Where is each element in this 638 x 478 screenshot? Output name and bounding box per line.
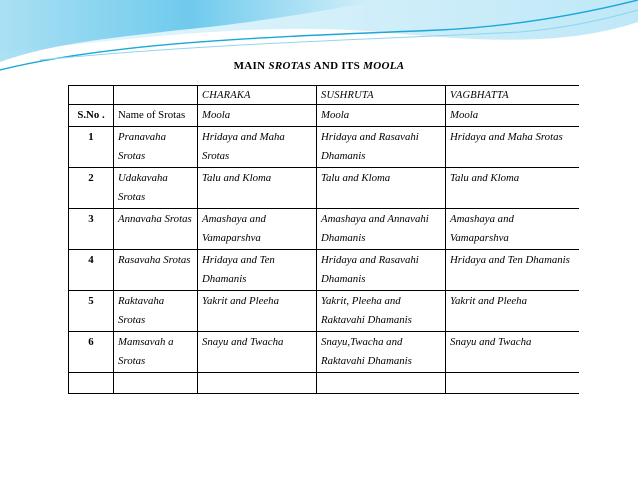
row-srotas-name: Pranavaha Srotas	[114, 126, 198, 167]
table-row	[69, 208, 580, 249]
header-sno: S.No .	[69, 105, 114, 127]
row-charaka-moola: Amashaya and Vamaparshva	[198, 208, 317, 249]
row-sushruta-moola: Amashaya and Annavahi Dhamanis	[317, 208, 446, 249]
row-srotas-name: Mamsavah a Srotas	[114, 331, 198, 372]
row-sno: 1	[69, 126, 114, 167]
blank-header-cell	[69, 86, 114, 105]
table-row	[69, 290, 580, 331]
row-vagbhatta-moola: Hridaya and Ten Dhamanis	[446, 249, 580, 290]
row-sno: 5	[69, 290, 114, 331]
header-moola-vagbhatta: Moola	[446, 105, 580, 127]
row-charaka-moola: Hridaya and Ten Dhamanis	[198, 249, 317, 290]
row-charaka-moola: Hridaya and Maha Srotas	[198, 126, 317, 167]
row-sushruta-moola: Yakrit, Pleeha and Raktavahi Dhamanis	[317, 290, 446, 331]
title-part-2: SROTAS	[268, 60, 312, 72]
row-sno: 4	[69, 249, 114, 290]
header-moola-charaka: Moola	[198, 105, 317, 127]
row-charaka-moola: Yakrit and Pleeha	[198, 290, 317, 331]
table-row	[69, 167, 580, 208]
group-header-vagbhatta: VAGBHATTA	[446, 86, 580, 105]
row-sno	[69, 372, 114, 394]
column-header-row	[69, 105, 580, 127]
row-sno: 3	[69, 208, 114, 249]
header-name-of-srotas: Name of Srotas	[114, 105, 198, 127]
group-header-row	[69, 86, 580, 105]
group-header-sushruta: SUSHRUTA	[317, 86, 446, 105]
row-sushruta-moola: Snayu,Twacha and Raktavahi Dhamanis	[317, 331, 446, 372]
title-part-1: MAIN	[233, 60, 269, 72]
blank-header-cell	[114, 86, 198, 105]
slide-title	[0, 60, 638, 72]
header-moola-sushruta: Moola	[317, 105, 446, 127]
table-row-cut-off	[69, 372, 580, 394]
row-vagbhatta-moola	[446, 372, 580, 394]
row-sno: 6	[69, 331, 114, 372]
row-srotas-name: Rasavaha Srotas	[114, 249, 198, 290]
row-sushruta-moola: Hridaya and Rasavahi Dhamanis	[317, 249, 446, 290]
table-row	[69, 126, 580, 167]
row-vagbhatta-moola: Talu and Kloma	[446, 167, 580, 208]
srotas-moola-table	[68, 85, 579, 394]
row-charaka-moola	[198, 372, 317, 394]
row-srotas-name: Raktavaha Srotas	[114, 290, 198, 331]
row-vagbhatta-moola: Hridaya and Maha Srotas	[446, 126, 580, 167]
title-part-3: AND ITS	[311, 60, 364, 72]
srotas-table-container	[68, 85, 579, 438]
row-srotas-name: Udakavaha Srotas	[114, 167, 198, 208]
row-sno: 2	[69, 167, 114, 208]
title-part-4: MOOLA	[363, 60, 405, 72]
row-srotas-name	[114, 372, 198, 394]
row-srotas-name: Annavaha Srotas	[114, 208, 198, 249]
row-sushruta-moola: Talu and Kloma	[317, 167, 446, 208]
row-sushruta-moola	[317, 372, 446, 394]
row-sushruta-moola: Hridaya and Rasavahi Dhamanis	[317, 126, 446, 167]
table-row	[69, 249, 580, 290]
group-header-charaka: CHARAKA	[198, 86, 317, 105]
row-charaka-moola: Snayu and Twacha	[198, 331, 317, 372]
row-charaka-moola: Talu and Kloma	[198, 167, 317, 208]
table-row	[69, 331, 580, 372]
row-vagbhatta-moola: Snayu and Twacha	[446, 331, 580, 372]
row-vagbhatta-moola: Yakrit and Pleeha	[446, 290, 580, 331]
row-vagbhatta-moola: Amashaya and Vamaparshva	[446, 208, 580, 249]
